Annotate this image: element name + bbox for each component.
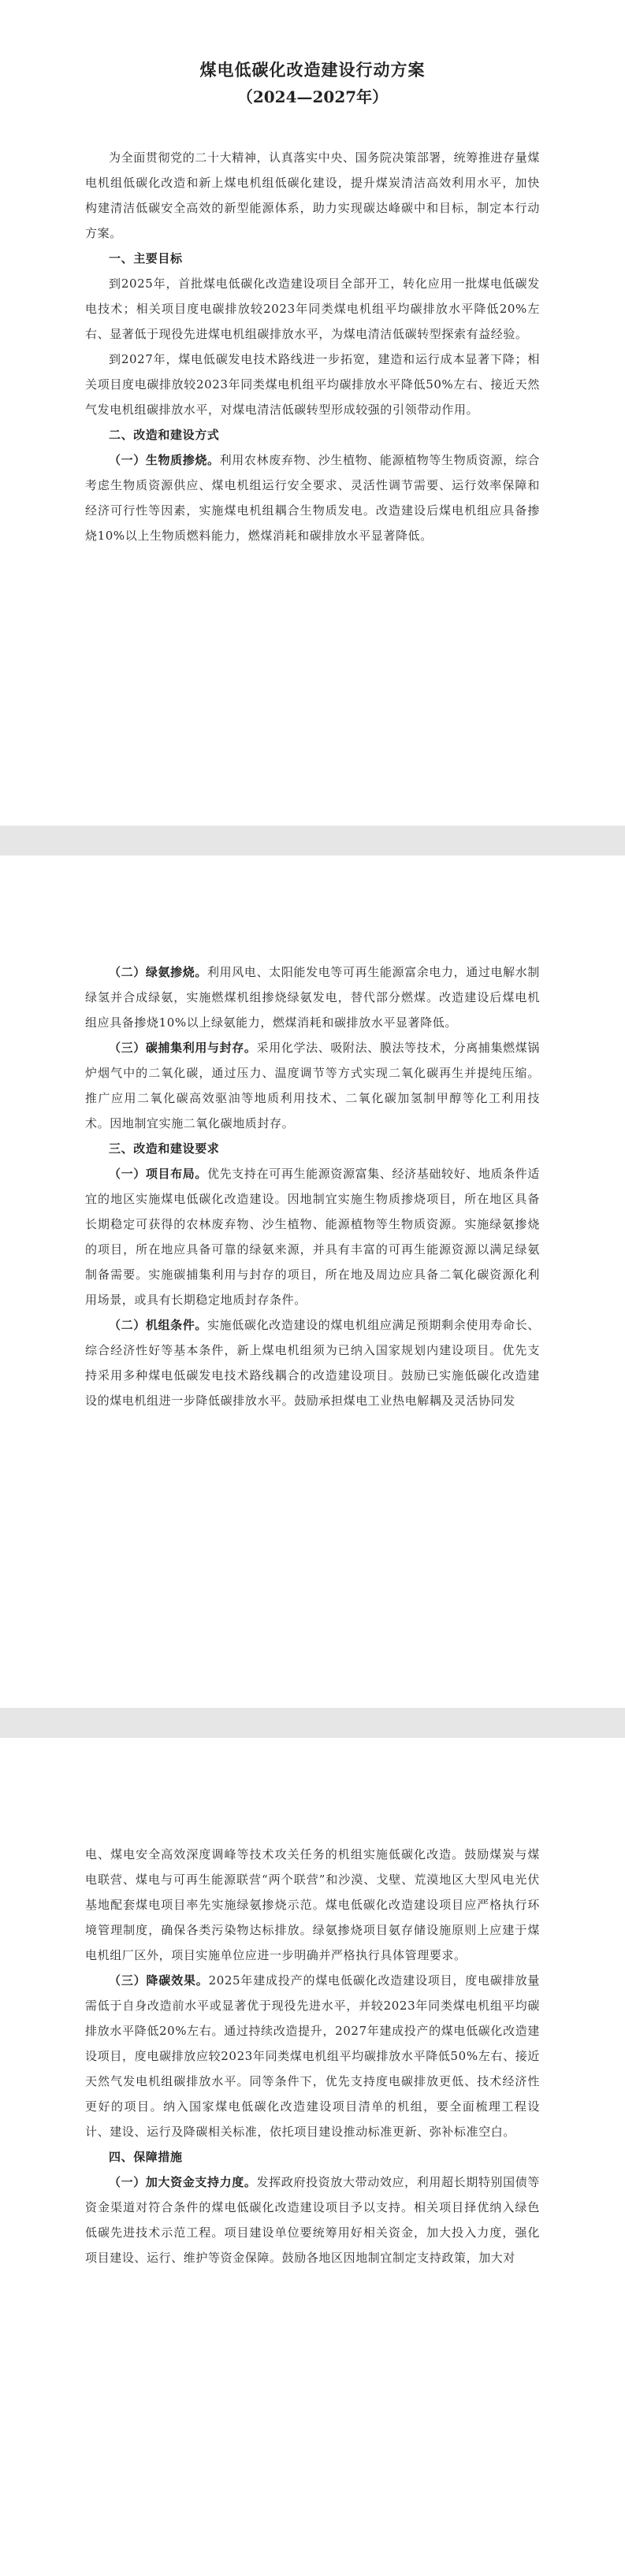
- intro-paragraph: 为全面贯彻党的二十大精神，认真落实中央、国务院决策部署，统筹推进存量煤电机组低碳化改造和新上煤电机组低碳化建设，提升煤炭清洁高效利用水平，加快构建清洁低碳安全高效的新型能源体系，助力实现碳达峰碳中和目标，制定本行动方案。: [85, 150, 540, 240]
- unit-conditions-continued: 电、煤电安全高效深度调峰等技术攻关任务的机组实施低碳化改造。鼓励煤炭与煤电联营、煤电与可再生能源联营“两个联营”和沙漠、戈壁、荒漠地区大型风电光伏基地配套煤电项目率先实施绿氨掺烧示范。煤电低碳化改造建设项目应严格执行环境管理制度，确保各类污染物达标排放。绿氨掺烧项目氨存储设施原则上应建于煤电机组厂区外，项目实施单位应进一步明确并严格执行具体管理要求。: [85, 1847, 540, 1962]
- document-title: 煤电低碳化改造建设行动方案: [199, 60, 426, 80]
- green-ammonia-text: 利用风电、太阳能发电等可再生能源富余电力，通过电解水制绿氢并合成绿氨，实施燃煤机组掺烧绿氨发电，替代部分燃煤。改造建设后煤电机组应具备掺烧10%以上绿氨能力，燃煤消耗和碳排放水平显著降低。: [85, 965, 541, 1030]
- unit-conditions-lead: （二）机组条件。: [109, 1318, 208, 1332]
- unit-conditions-paragraph: [85, 1312, 540, 1413]
- ccus-paragraph: [85, 1035, 540, 1136]
- carbon-reduction-text: 2025年建成投产的煤电低碳化改造建设项目，度电碳排放量需低于自身改造前水平或显著优于现役先进水平，并较2023年同类煤电机组平均碳排放水平降低20%左右。通过持续改造提升，2027年建成投产的煤电低碳化改造建设项目，度电碳排放应较2023年同类煤电机组平均碳排放水平降低50%左右、接近天然气发电机组碳排放水平。同等条件下，优先支持度电碳排放更低、技术经济性更好的项目。纳入国家煤电低碳化改造建设项目清单的机组，要全面梳理工程设计、建设、运行及降碳相关标准，依托项目建设推动标准更新、弥补标准空白。: [85, 1973, 540, 2139]
- ccus-text: 采用化学法、吸附法、膜法等技术，分离捕集燃煤锅炉烟气中的二氧化碳，通过压力、温度调节等方式实现二氧化碳再生并提纯压缩。推广应用二氧化碳高效驱油等地质利用技术、二氧化碳加氢制甲醇等化工利用技术。因地制宜实施二氧化碳地质封存。: [85, 1041, 541, 1130]
- biomass-lead: （一）生物质掺烧。: [109, 453, 220, 467]
- document-subtitle: （2024—2027年）: [236, 87, 389, 106]
- document-page-1: [0, 0, 625, 826]
- funding-support-lead: （一）加大资金支持力度。: [109, 2175, 257, 2189]
- carbon-reduction-paragraph: [85, 1968, 540, 2144]
- document-page-2: [0, 856, 625, 1708]
- biomass-text: 利用农林废弃物、沙生植物、能源植物等生物质资源，综合考虑生物质资源供应、煤电机组运行安全要求、灵活性调节需要、运行效率保障和经济可行性等因素，实施煤电机组耦合生物质发电。改造建设后煤电机组应具备掺烧10%以上生物质燃料能力，燃煤消耗和碳排放水平显著降低。: [85, 453, 540, 543]
- section-heading-goals: 一、主要目标: [109, 251, 183, 265]
- project-layout-text: 优先支持在可再生能源资源富集、经济基础较好、地质条件适宜的地区实施煤电低碳化改造建设。因地制宜实施生物质掺烧项目，所在地区具备长期稳定可获得的农林废弃物、沙生植物、能源植物等生物质资源。实施绿氨掺烧的项目，所在地应具备可靠的绿氨来源，并具有丰富的可再生能源资源以满足绿氨制备需要。实施碳捕集利用与封存的项目，所在地及周边应具备二氧化碳资源化利用场景，或具有长期稳定地质封存条件。: [85, 1167, 541, 1307]
- unit-conditions-text: 实施低碳化改造建设的煤电机组应满足预期剩余使用寿命长、综合经济性好等基本条件，新上煤电机组须为已纳入国家规划内建设项目。优先支持采用多种煤电低碳发电技术路线耦合的改造建设项目。鼓励已实施低碳化改造建设的煤电机组进一步降低碳排放水平。鼓励承担煤电工业热电解耦及灵活协同发: [85, 1318, 541, 1408]
- funding-support-paragraph: [85, 2170, 540, 2270]
- green-ammonia-paragraph: [85, 960, 540, 1035]
- section-heading-safeguards: 四、保障措施: [109, 2150, 183, 2164]
- green-ammonia-lead: （二）绿氨掺烧。: [109, 965, 208, 979]
- carbon-reduction-lead: （三）降碳效果。: [109, 1973, 209, 1988]
- section-heading-requirements: 三、改造和建设要求: [109, 1141, 220, 1156]
- goal-2025-paragraph: 到2025年，首批煤电低碳化改造建设项目全部开工，转化应用一批煤电低碳发电技术；相关项目度电碳排放较2023年同类煤电机组平均碳排放水平降低20%左右、显著低于现役先进煤电机组碳排放水平，为煤电清洁低碳转型探索有益经验。: [85, 277, 540, 341]
- section-heading-methods: 二、改造和建设方式: [109, 428, 220, 442]
- biomass-paragraph: [85, 447, 540, 548]
- ccus-lead: （三）碳捕集利用与封存。: [109, 1041, 257, 1055]
- project-layout-paragraph: [85, 1161, 540, 1312]
- goal-2027-paragraph: 到2027年，煤电低碳发电技术路线进一步拓宽，建造和运行成本显著下降；相关项目度电碳排放较2023年同类煤电机组平均碳排放水平降低50%左右、接近天然气发电机组碳排放水平，对煤电清洁低碳转型形成较强的引领带动作用。: [85, 352, 540, 417]
- funding-support-text: 发挥政府投资放大带动效应，利用超长期特别国债等资金渠道对符合条件的煤电低碳化改造建设项目予以支持。相关项目择优纳入绿色低碳先进技术示范工程。项目建设单位要统筹用好相关资金，加大投入力度，强化项目建设、运行、维护等资金保障。鼓励各地区因地制宜制定支持政策，加大对: [85, 2175, 541, 2265]
- document-page-3: [0, 1738, 625, 2576]
- project-layout-lead: （一）项目布局。: [109, 1167, 208, 1181]
